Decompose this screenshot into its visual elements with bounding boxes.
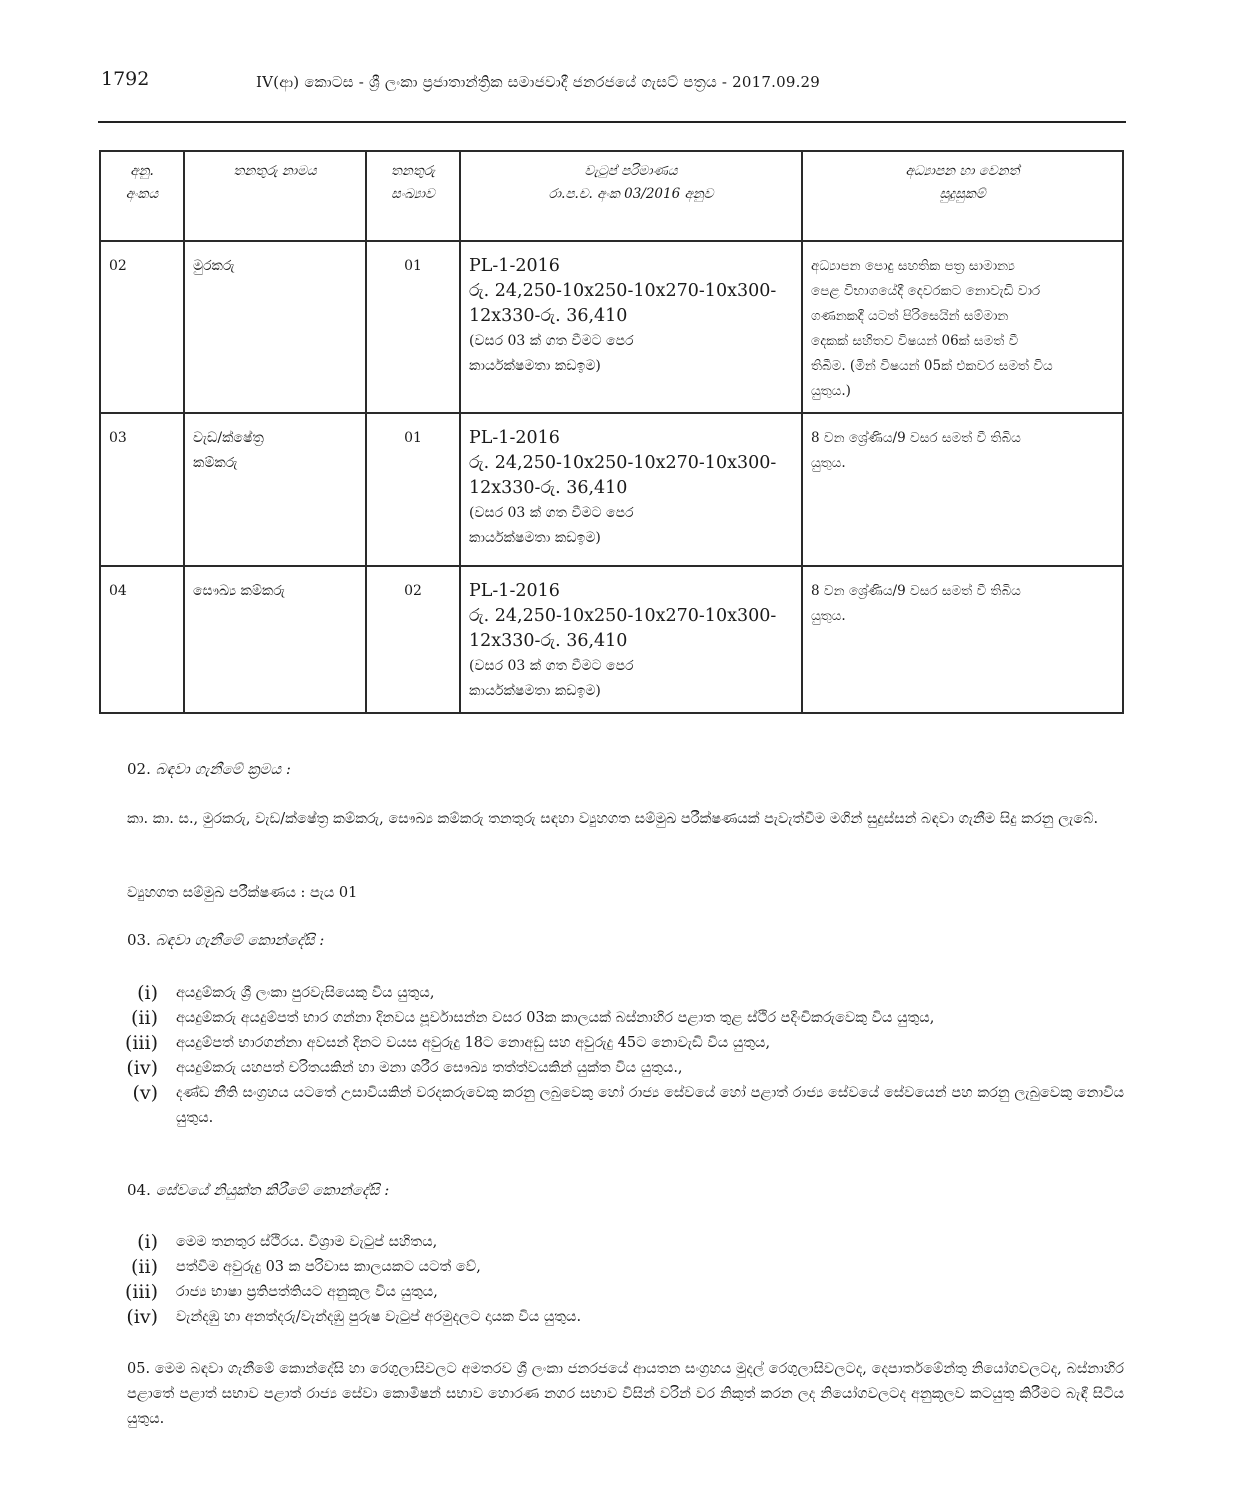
col-header-qualifications: අධ්‍යාපන හා වෙනත් සුදුසුකම්	[802, 151, 1123, 241]
cell-post: මුරකරු	[184, 241, 366, 413]
list-item: (i) මෙම තනතුර ස්ථිරය. විශ්‍රාම වැටුප් සහිතය,	[137, 1231, 438, 1253]
col-header-serial: අනු. අංකය	[100, 151, 184, 241]
cell-salary: PL-1-2016 රු. 24,250-10x250-10x270-10x300- 12x330-රු. 36,410 (වසර 03 ක් ගත වීමට පෙර කාර්යක්ෂමතා කඩඉම)	[460, 241, 802, 413]
section-02-heading: 02. බඳවා ගැනීමේ ක්‍රමය :	[127, 760, 291, 778]
cell-serial: 02	[100, 241, 184, 413]
col-header-post-count: තනතුරු සංඛ්‍යාව	[366, 151, 460, 241]
list-item: (iii) අයදුම්පත් භාරගන්නා අවසන් දිනට වයස අවුරුදු 18ට නොඅඩු සහ අවුරුදු 45ට නොවැඩි විය යුතුය,	[124, 1032, 771, 1054]
cell-post: සෞඛ්‍ය කම්කරු	[184, 566, 366, 713]
eligibility-conditions-list	[110, 981, 1124, 1131]
cell-post: වැඩ/ක්ෂේත්‍ර කම්කරු	[184, 413, 366, 566]
cell-salary: PL-1-2016 රු. 24,250-10x250-10x270-10x300- 12x330-රු. 36,410 (වසර 03 ක් ගත වීමට පෙර කාර්යක්ෂමතා කඩඉම)	[460, 566, 802, 713]
list-item: (ii) අයදුම්කරු අයදුම්පත් භාර ගන්නා දිනවය පූර්වාසන්න වසර 03ක කාලයක් බස්නාහිර පළාත තුළ ස්ථිර පදිංචිකරුවෙකු විය යුතුය,	[131, 1007, 935, 1029]
section-02-paragraph: කා. කා. ස., මුරකරු, වැඩ/ක්ෂේත්‍ර කම්කරු, සෞඛ්‍ය කම්කරු තනතුරු සඳහා ව්‍යුහගත සම්මුඛ පරීක්ෂණයක් පැවැත්වීම මගින් සුදුස්සන් බඳවා ගැනීම සිදු කරනු ලැබේ.	[127, 811, 1099, 827]
running-header: IV(ආ) කොටස - ශ්‍රී ලංකා ප්‍රජාතාන්ත්‍රික සමාජවාදී ජනරජයේ ගැසට් පත්‍රය - 2017.09.29	[256, 73, 821, 91]
section-05-paragraph: 05. මෙම බඳවා ගැනීමේ කොන්දේසි හා රෙගුලාසිවලට අමතරව ශ්‍රී ලංකා ජනරජයේ ආයතන සංග්‍රහය මුදල් රෙගුලාසිවලටද, දෙපාර්තමේන්තු නියෝගවලටද, බස්නාහිර පළාතේ පළාත් සභාව පළාත් රාජ්‍ය සේවා කොමිෂන් සභාව හොරණ නගර සභාව විසින් වරින් වර නිකුත් කරන ලද නියෝගවලටද අනුකූලව කටයුතු කිරීමට බැඳී සිටිය යුතුය.	[127, 1361, 1124, 1427]
col-header-post-name: තනතුරු නාමය	[184, 151, 366, 241]
cell-qualifications: 8 වන ශ්‍රේණිය/9 වසර සමත් වී තිබිය යුතුය.	[802, 413, 1123, 566]
list-item: (iv) වැන්දඹු හා අනත්දරු/වැන්දඹු පුරුෂ වැටුප් අරමුදලට දායක විය යුතුය.	[126, 1306, 582, 1328]
header-rule	[98, 121, 1126, 123]
interview-duration: ව්‍යුහගත සම්මුඛ පරීක්ෂණය : පැය 01	[127, 885, 358, 901]
page-number: 1792	[101, 68, 150, 90]
cell-serial: 04	[100, 566, 184, 713]
col-header-salary: වැටුප් පරිමාණය රා.ප.ච. අංක 03/2016 අනුව	[460, 151, 802, 241]
vacancy-table	[99, 150, 1124, 714]
list-item: (iv) අයදුම්කරු යහපත් චරිතයකින් හා මනා ශරීර සෞඛ්‍ය තත්ත්වයකින් යුක්ත විය යුතුය.,	[126, 1057, 683, 1079]
table-row	[100, 566, 1123, 713]
cell-qualifications: 8 වන ශ්‍රේණිය/9 වසර සමත් වී තිබිය යුතුය.	[802, 566, 1123, 713]
table-header-row	[100, 151, 1123, 241]
cell-count: 02	[366, 566, 460, 713]
section-03-heading: 03. බඳවා ගැනීමේ කොන්දේසි :	[127, 931, 325, 949]
list-item: (iii) රාජ්‍ය භාෂා ප්‍රතිපත්තියට අනුකූල විය යුතුය,	[124, 1281, 438, 1303]
list-item: (v) දණ්ඩ නීති සංග්‍රහය යටතේ උසාවියකින් වරදකරුවෙකු කරනු ලබුවෙකු හෝ රාජ්‍ය සේවයේ හෝ පළාත් රාජ්‍ය සේවයේ සේවයෙන් පහ කරනු ලැබුවෙකු නොවිය යුතුය.	[132, 1082, 1124, 1126]
cell-count: 01	[366, 413, 460, 566]
list-item: (i) අයදුම්කරු ශ්‍රී ලංකා පුරවැසියෙකු විය යුතුය,	[137, 982, 435, 1004]
table-row	[100, 413, 1123, 566]
appointment-conditions-list	[110, 1230, 1124, 1330]
section-04-heading: 04. සේවයේ නියුක්ත කිරීමේ කොන්දේසි :	[127, 1181, 390, 1199]
cell-qualifications: අධ්‍යාපන පොදු සහතික පත්‍ර සාමාන්‍ය පෙළ විභාගයේදී දෙවරකට නොවැඩි වාර ගණනකදී යටත් පිරිසෙයින් සම්මාන දෙකක් සහිතව විෂයන් 06ක් සමත් වී තිබීම. (මින් විෂයන් 05ක් එකවර සමත් විය යුතුය.)	[802, 241, 1123, 413]
table-row	[100, 241, 1123, 413]
cell-count: 01	[366, 241, 460, 413]
list-item: (ii) පත්වීම අවුරුදු 03 ක පරිවාස කාලයකට යටත් වේ,	[131, 1256, 481, 1278]
cell-salary: PL-1-2016 රු. 24,250-10x250-10x270-10x300- 12x330-රු. 36,410 (වසර 03 ක් ගත වීමට පෙර කාර්යක්ෂමතා කඩඉම)	[460, 413, 802, 566]
cell-serial: 03	[100, 413, 184, 566]
